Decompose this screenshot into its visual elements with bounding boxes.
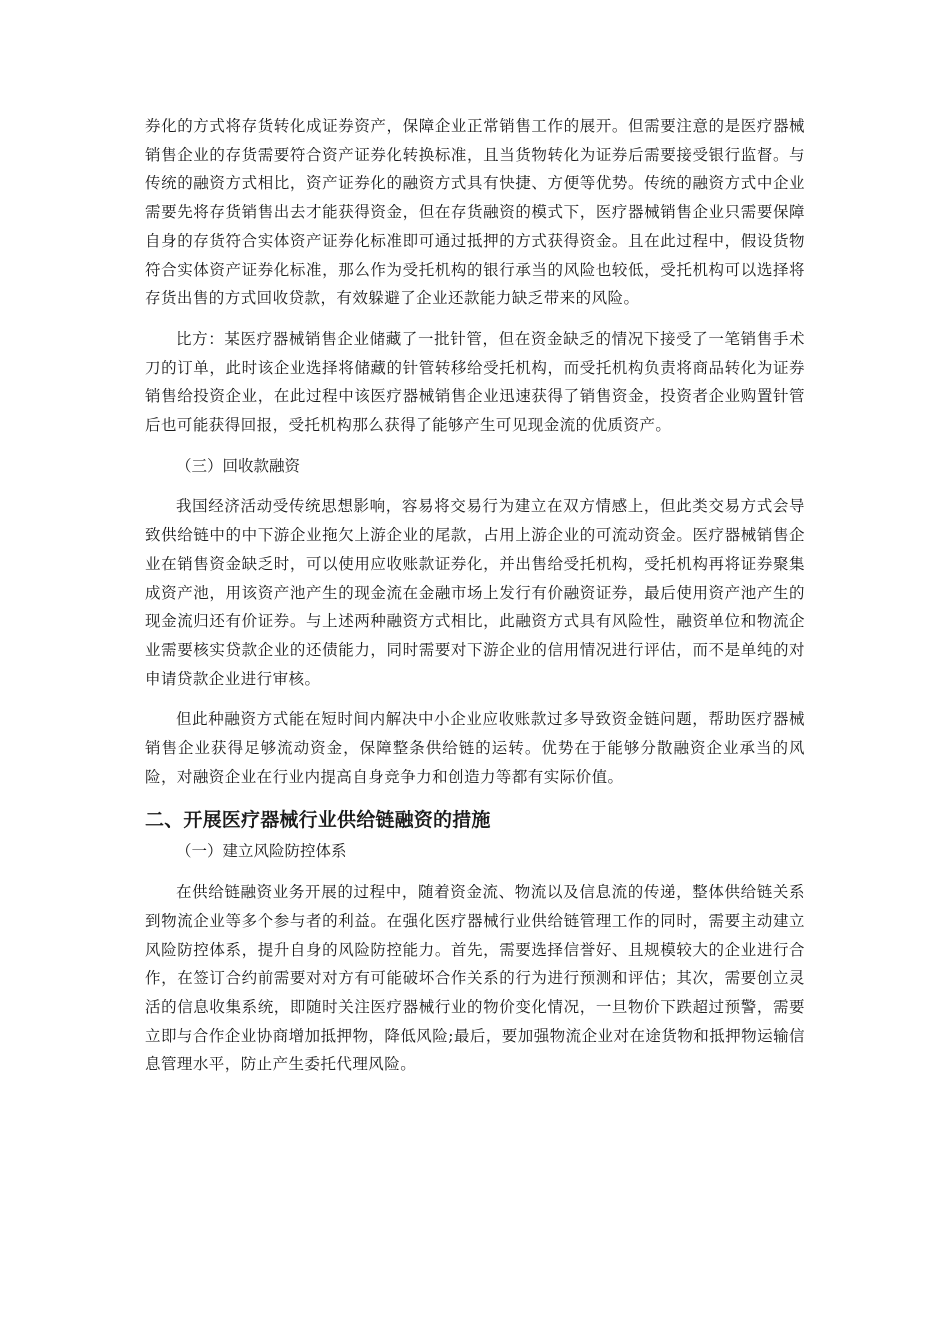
paragraph-risk-control: 在供给链融资业务开展的过程中，随着资金流、物流以及信息流的传递，整体供给链关系到物流企业等多个参与者的利益。在强化医疗器械行业供给链管理工作的同时，需要主动建立风险防控体系，提升自身的风险防控能力。首先，需要选择信誉好、且规模较大的企业进行合作，在签订合约前需要对对方有可能破坏合作关系的行为进行预测和评估；其次，需要创立灵活的信息收集系统，即随时关注医疗器械行业的物价变化情况，一旦物价下跌超过预警，需要立即与合作企业协商增加抵押物，降低风险;最后，要加强物流企业对在途货物和抵押物运输信息管理水平，防止产生委托代理风险。 (145, 883, 805, 1074)
paragraph-securitization-continued: 券化的方式将存货转化成证券资产，保障企业正常销售工作的展开。但需要注意的是医疗器械销售企业的存货需要符合资产证券化转换标准，且当货物转化为证券后需要接受银行监督。与传统的融资方式相比，资产证券化的融资方式具有快捷、方便等优势。传统的融资方式中企业需要先将存货销售出去才能获得资金，但在存货融资的模式下，医疗器械销售企业只需要保障自身的存货符合实体资产证券化标准即可通过抵押的方式获得资金。且在此过程中，假设货物符合实体资产证券化标准，那么作为受托机构的银行承当的风险也较低，受托机构可以选择将存货出售的方式回收贷款，有效躲避了企业还款能力缺乏带来的风险。 (145, 117, 805, 308)
paragraph-example: 比方：某医疗器械销售企业储藏了一批针管，但在资金缺乏的情况下接受了一笔销售手术刀的订单，此时该企业选择将储藏的针管转移给受托机构，而受托机构负责将商品转化为证券销售给投资企业，在此过程中该医疗器械销售企业迅速获得了销售资金，投资者企业购置针管后也可能获得回报，受托机构那么获得了能够产生可见现金流的优质资产。 (145, 329, 805, 435)
paragraph-receivables-advantages: 但此种融资方式能在短时间内解决中小企业应收账款过多导致资金链问题，帮助医疗器械销售企业获得足够流动资金，保障整条供给链的运转。优势在于能够分散融资企业承当的风险，对融资企业在行业内提高自身竞争力和创造力等都有实际价值。 (145, 710, 805, 786)
subheading-risk-control: （一）建立风险防控体系 (176, 842, 347, 861)
subheading-receivables-financing: （三）回收款融资 (176, 456, 301, 475)
section-heading-measures: 二、开展医疗器械行业供给链融资的措施 (145, 809, 491, 832)
paragraph-receivables-description: 我国经济活动受传统思想影响，容易将交易行为建立在双方情感上，但此类交易方式会导致供给链中的中下游企业拖欠上游企业的尾款，占用上游企业的可流动资金。医疗器械销售企业在销售资金缺乏时，可以使用应收账款证券化，并出售给受托机构，受托机构再将证券聚集成资产池，用该资产池产生的现金流在金融市场上发行有价融资证券，最后使用资产池产生的现金流归还有价证券。与上述两种融资方式相比，此融资方式具有风险性，融资单位和物流企业需要核实贷款企业的还债能力，同时需要对下游企业的信用情况进行评估，而不是单纯的对申请贷款企业进行审核。 (145, 497, 805, 688)
